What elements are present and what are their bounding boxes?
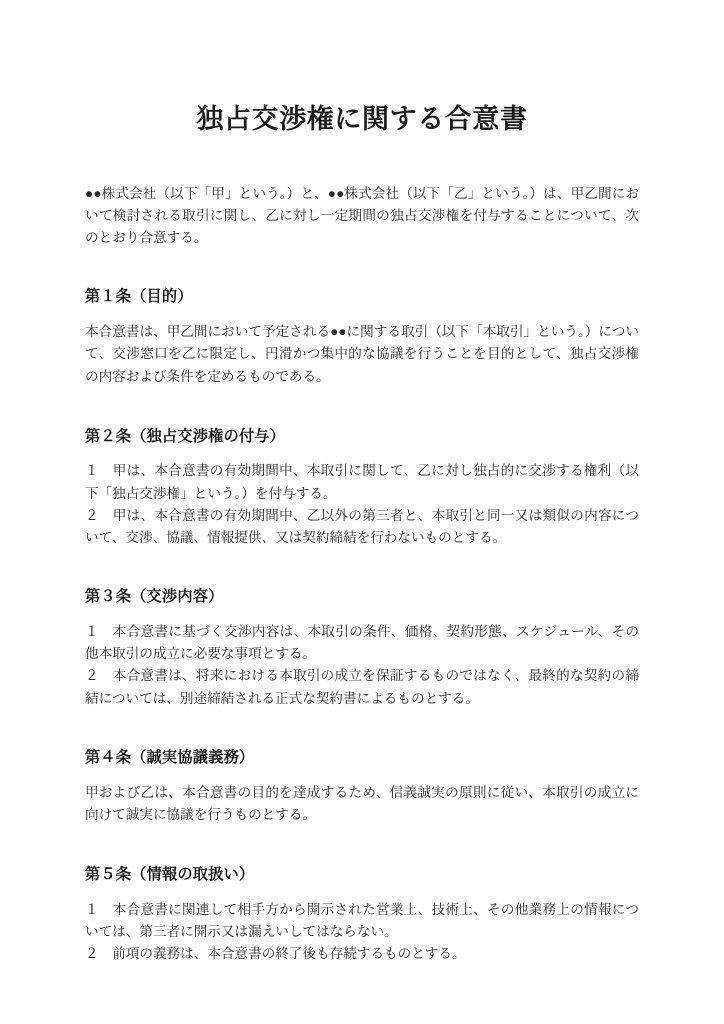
article-heading-3: 第３条（交渉内容）	[85, 588, 224, 606]
article-clause: １ 本合意書に基づく交渉内容は、本取引の条件、価格、契約形態、スケジュール、その他本取引の成立に必要な事項とする。	[85, 624, 639, 662]
article-heading-1: 第１条（目的）	[85, 288, 193, 306]
article-heading-4: 第４条（誠実協議義務）	[85, 748, 255, 766]
article-heading-2: 第２条（独占交渉権の付与）	[85, 427, 286, 445]
article-clause: ２ 甲は、本合意書の有効期間中、乙以外の第三者と、本取引と同一又は類似の内容について、交渉、協議、情報提供、又は契約締結を行わないものとする。	[85, 507, 639, 546]
article-clause: ２ 本合意書は、将来における本取引の成立を保証するものではなく、最終的な契約の締結については、別途締結される正式な契約書によるものとする。	[85, 668, 639, 706]
article-heading-5: 第５条（情報の取扱い）	[85, 866, 255, 883]
article-section-2	[85, 388, 639, 550]
article-body-1: 本合意書は、甲乙間において予定される●●に関する取引（以下「本取引」という。）について、交渉窓口を乙に限定し、円滑かつ集中的な協議を行うことを目的として、独占交渉権の内容および条件を定めるものである。	[85, 324, 639, 384]
document-body	[85, 0, 639, 965]
article-clause: １ 甲は、本合意書の有効期間中、本取引に関して、乙に対し独占的に交渉する権利（以下「独占交渉権」という。）を付与する。	[85, 463, 639, 501]
article-section-4	[85, 710, 639, 826]
article-section-5	[85, 826, 639, 965]
article-section-3	[85, 549, 639, 710]
page-title: 独占交渉権に関する合意書	[196, 104, 528, 134]
preamble-paragraph: ●●株式会社（以下「甲」という。）と、●●株式会社（以下「乙」という。）は、甲乙間において検討される取引に関し、乙に対し一定期間の独占交渉権を付与することについて、次のとおり合意する。	[85, 185, 639, 246]
article-body-4: 甲および乙は、本合意書の目的を達成するため、信義誠実の原則に従い、本取引の成立に向けて誠実に協議を行うものとする。	[85, 784, 639, 822]
article-section-1	[85, 249, 639, 387]
article-clause: １ 本合意書に関連して相手方から開示された営業上、技術上、その他業務上の情報については、第三者に開示又は漏えいしてはならない。	[85, 901, 639, 939]
article-clause: ２ 前項の義務は、本合意書の終了後も存続するものとする。	[85, 946, 466, 962]
